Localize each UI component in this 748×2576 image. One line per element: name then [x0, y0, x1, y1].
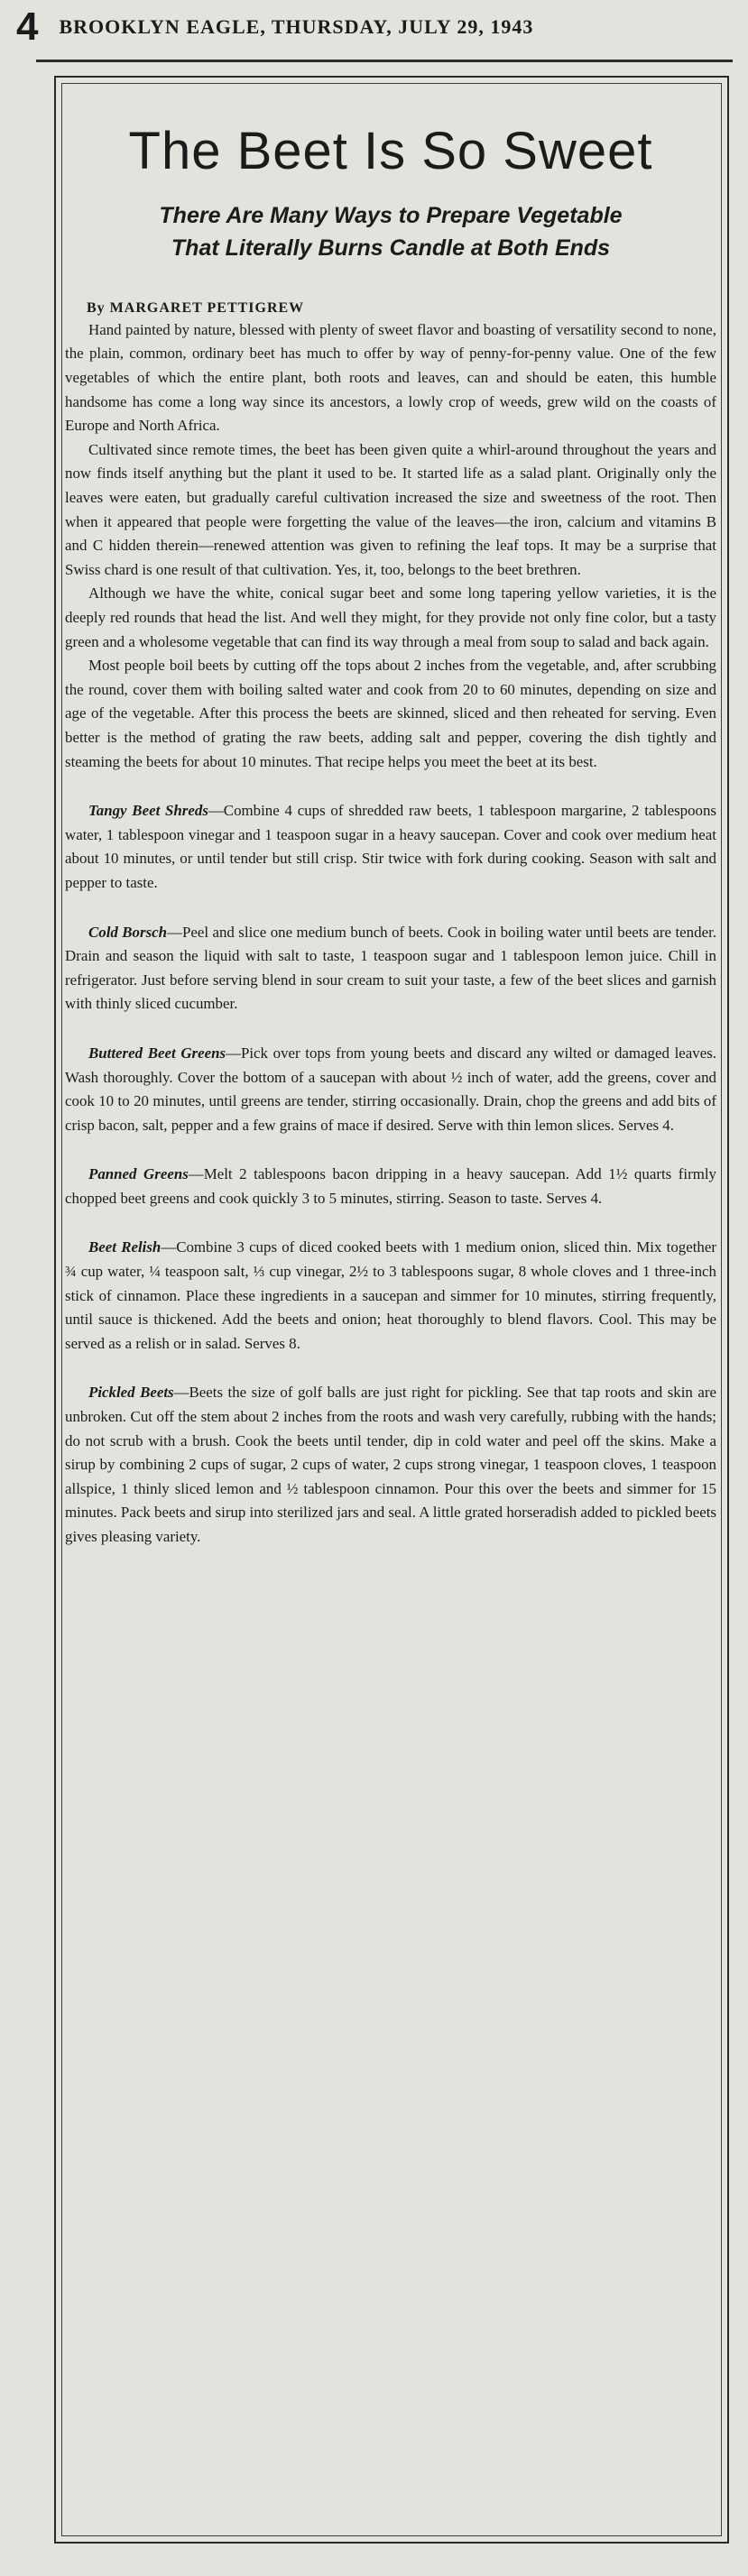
recipe-text: —Pick over tops from young beets and discard any wilted or damaged leaves. Wash thoroughly. Cover the bottom of a saucepan with about ½ inch of water, add the greens, cover and cook 10 to 20 minutes, until greens are tender, stirring occasionally. Drain, chop the greens and add bits of crisp bacon, salt, pepper and a few grains of mace if desired. Serve with thin lemon slices. Serves 4.	[65, 1044, 716, 1134]
subhead-line-1: There Are Many Ways to Prepare Vegetable	[159, 202, 623, 228]
byline: By MARGARET PETTIGREW	[87, 299, 305, 316]
recipe-panned-greens	[65, 1163, 716, 1210]
recipe-name: Tangy Beet Shreds	[88, 802, 208, 820]
masthead-rule	[36, 60, 733, 62]
masthead	[0, 0, 748, 54]
subheadline	[65, 199, 716, 264]
recipe-name: Beet Relish	[88, 1238, 162, 1256]
recipe-text: —Peel and slice one medium bunch of beets. Cook in boiling water until beets are tender. Drain and season the liquid with salt to taste, 1 teaspoon sugar and 1 tablespoon lemon juice. Chill in refrigerator. Just before serving blend in sour cream to suit your taste, a few of the beet slices and garnish with thinly sliced cucumber.	[65, 923, 716, 1013]
recipe-name: Buttered Beet Greens	[88, 1044, 226, 1062]
intro-paragraph-4: Most people boil beets by cutting off the tops about 2 inches from the vegetable, and, after scrubbing the round, cover them with boiling salted water and cook from 20 to 60 minutes, depending on size and age of the vegetable. After this process the beets are skinned, sliced and then reheated for serving. Even better is the method of grating the raw beets, adding salt and pepper, covering the dish tightly and steaming the beets for about 10 minutes. That recipe helps you meet the beet at its best.	[65, 657, 716, 770]
recipe-text: —Combine 3 cups of diced cooked beets with 1 medium onion, sliced thin. Mix together ¾ cup water, ¼ teaspoon salt, ⅓ cup vinegar, 2½ to 3 tablespoons sugar, 8 whole cloves and 1 three-inch stick of cinnamon. Place these ingredients in a saucepan and simmer for 10 minutes, stirring frequently, until sauce is thickened. Add the beets and onion; heat thoroughly to blend flavors. Cool. This may be served as a relish or in salad. Serves 8.	[65, 1238, 716, 1352]
recipe-name: Cold Borsch	[88, 923, 168, 941]
intro-paragraph-3: Although we have the white, conical sugar beet and some long tapering yellow varieties, it is the deeply red rounds that head the list. And well they might, for they provide not only fine color, but a tasty green and a wholesome vegetable that can find its way through a meal from soup to salad and back again.	[65, 584, 716, 650]
intro-paragraph-2: Cultivated since remote times, the beet has been given quite a whirl-around throughout the years and now finds itself anything but the plant it used to be. It started life as a salad plant. Originally only the leaves were eaten, but gradually careful cultivation increased the size and sweetness of the root. Then when it appeared that people were forgetting the value of the leaves—the iron, calcium and vitamins B and C hidden therein—renewed attention was given to refining the leaf tops. It may be a surprise that Swiss chard is one result of that cultivation. Yes, it, too, belongs to the beet brethren.	[65, 440, 716, 578]
recipe-beet-relish	[65, 1236, 716, 1356]
recipe-cold-borsch	[65, 921, 716, 1017]
recipe-text: —Beets the size of golf balls are just right for pickling. See that tap roots and skin are unbroken. Cut off the stem about 2 inches from the roots and wash very carefully, rubbing with the hands; do not scrub with a brush. Cook the beets until tender, dip in cold water and peel off the skins. Make a sirup by combining 2 cups of sugar, 2 cups of water, 2 cups strong vinegar, 1 teaspoon cloves, 1 teaspoon allspice, 1 thinly sliced lemon and ½ tablespoon cinnamon. Pour this over the beets and simmer for 15 minutes. Pack beets and sirup into sterilized jars and seal. A little grated horseradish added to pickled beets gives pleasing variety.	[65, 1384, 716, 1546]
headline: The Beet Is So Sweet	[128, 122, 653, 180]
page-number: 4	[16, 5, 40, 49]
recipe-pickled-beets	[65, 1381, 716, 1549]
recipe-buttered-beet-greens	[65, 1042, 716, 1137]
recipe-name: Panned Greens	[88, 1165, 189, 1183]
intro-paragraph-1: Hand painted by nature, blessed with plenty of sweet flavor and boasting of versatility second to none, the plain, common, ordinary beet has much to offer by way of penny-for-penny value. One of the few vegetables of which the entire plant, both roots and leaves, can and should be eaten, this humble handsome has come a long way since its ancestors, a lowly crop of weeds, grew wild on the coasts of Europe and North Africa.	[65, 320, 716, 435]
article-body	[65, 97, 716, 1550]
recipe-text: —Melt 2 tablespoons bacon dripping in a heavy saucepan. Add 1½ quarts firmly chopped beet greens and cook quickly 3 to 5 minutes, stirring. Season to taste. Serves 4.	[65, 1165, 716, 1207]
issue-date: THURSDAY, JULY 29, 1943	[271, 15, 534, 38]
newspaper-name: BROOKLYN EAGLE,	[59, 15, 266, 38]
subhead-line-2: That Literally Burns Candle at Both Ends	[171, 235, 611, 261]
recipe-name: Pickled Beets	[88, 1384, 174, 1402]
recipe-text: —Combine 4 cups of shredded raw beets, 1 tablespoon margarine, 2 tablespoons water, 1 tablespoon vinegar and 1 teaspoon sugar in a heavy saucepan. Cover and cook over medium heat about 10 minutes, or until tender but still crisp. Stir twice with fork during cooking. Season with salt and pepper to taste.	[65, 802, 716, 891]
recipe-tangy-beet-shreds	[65, 799, 716, 895]
